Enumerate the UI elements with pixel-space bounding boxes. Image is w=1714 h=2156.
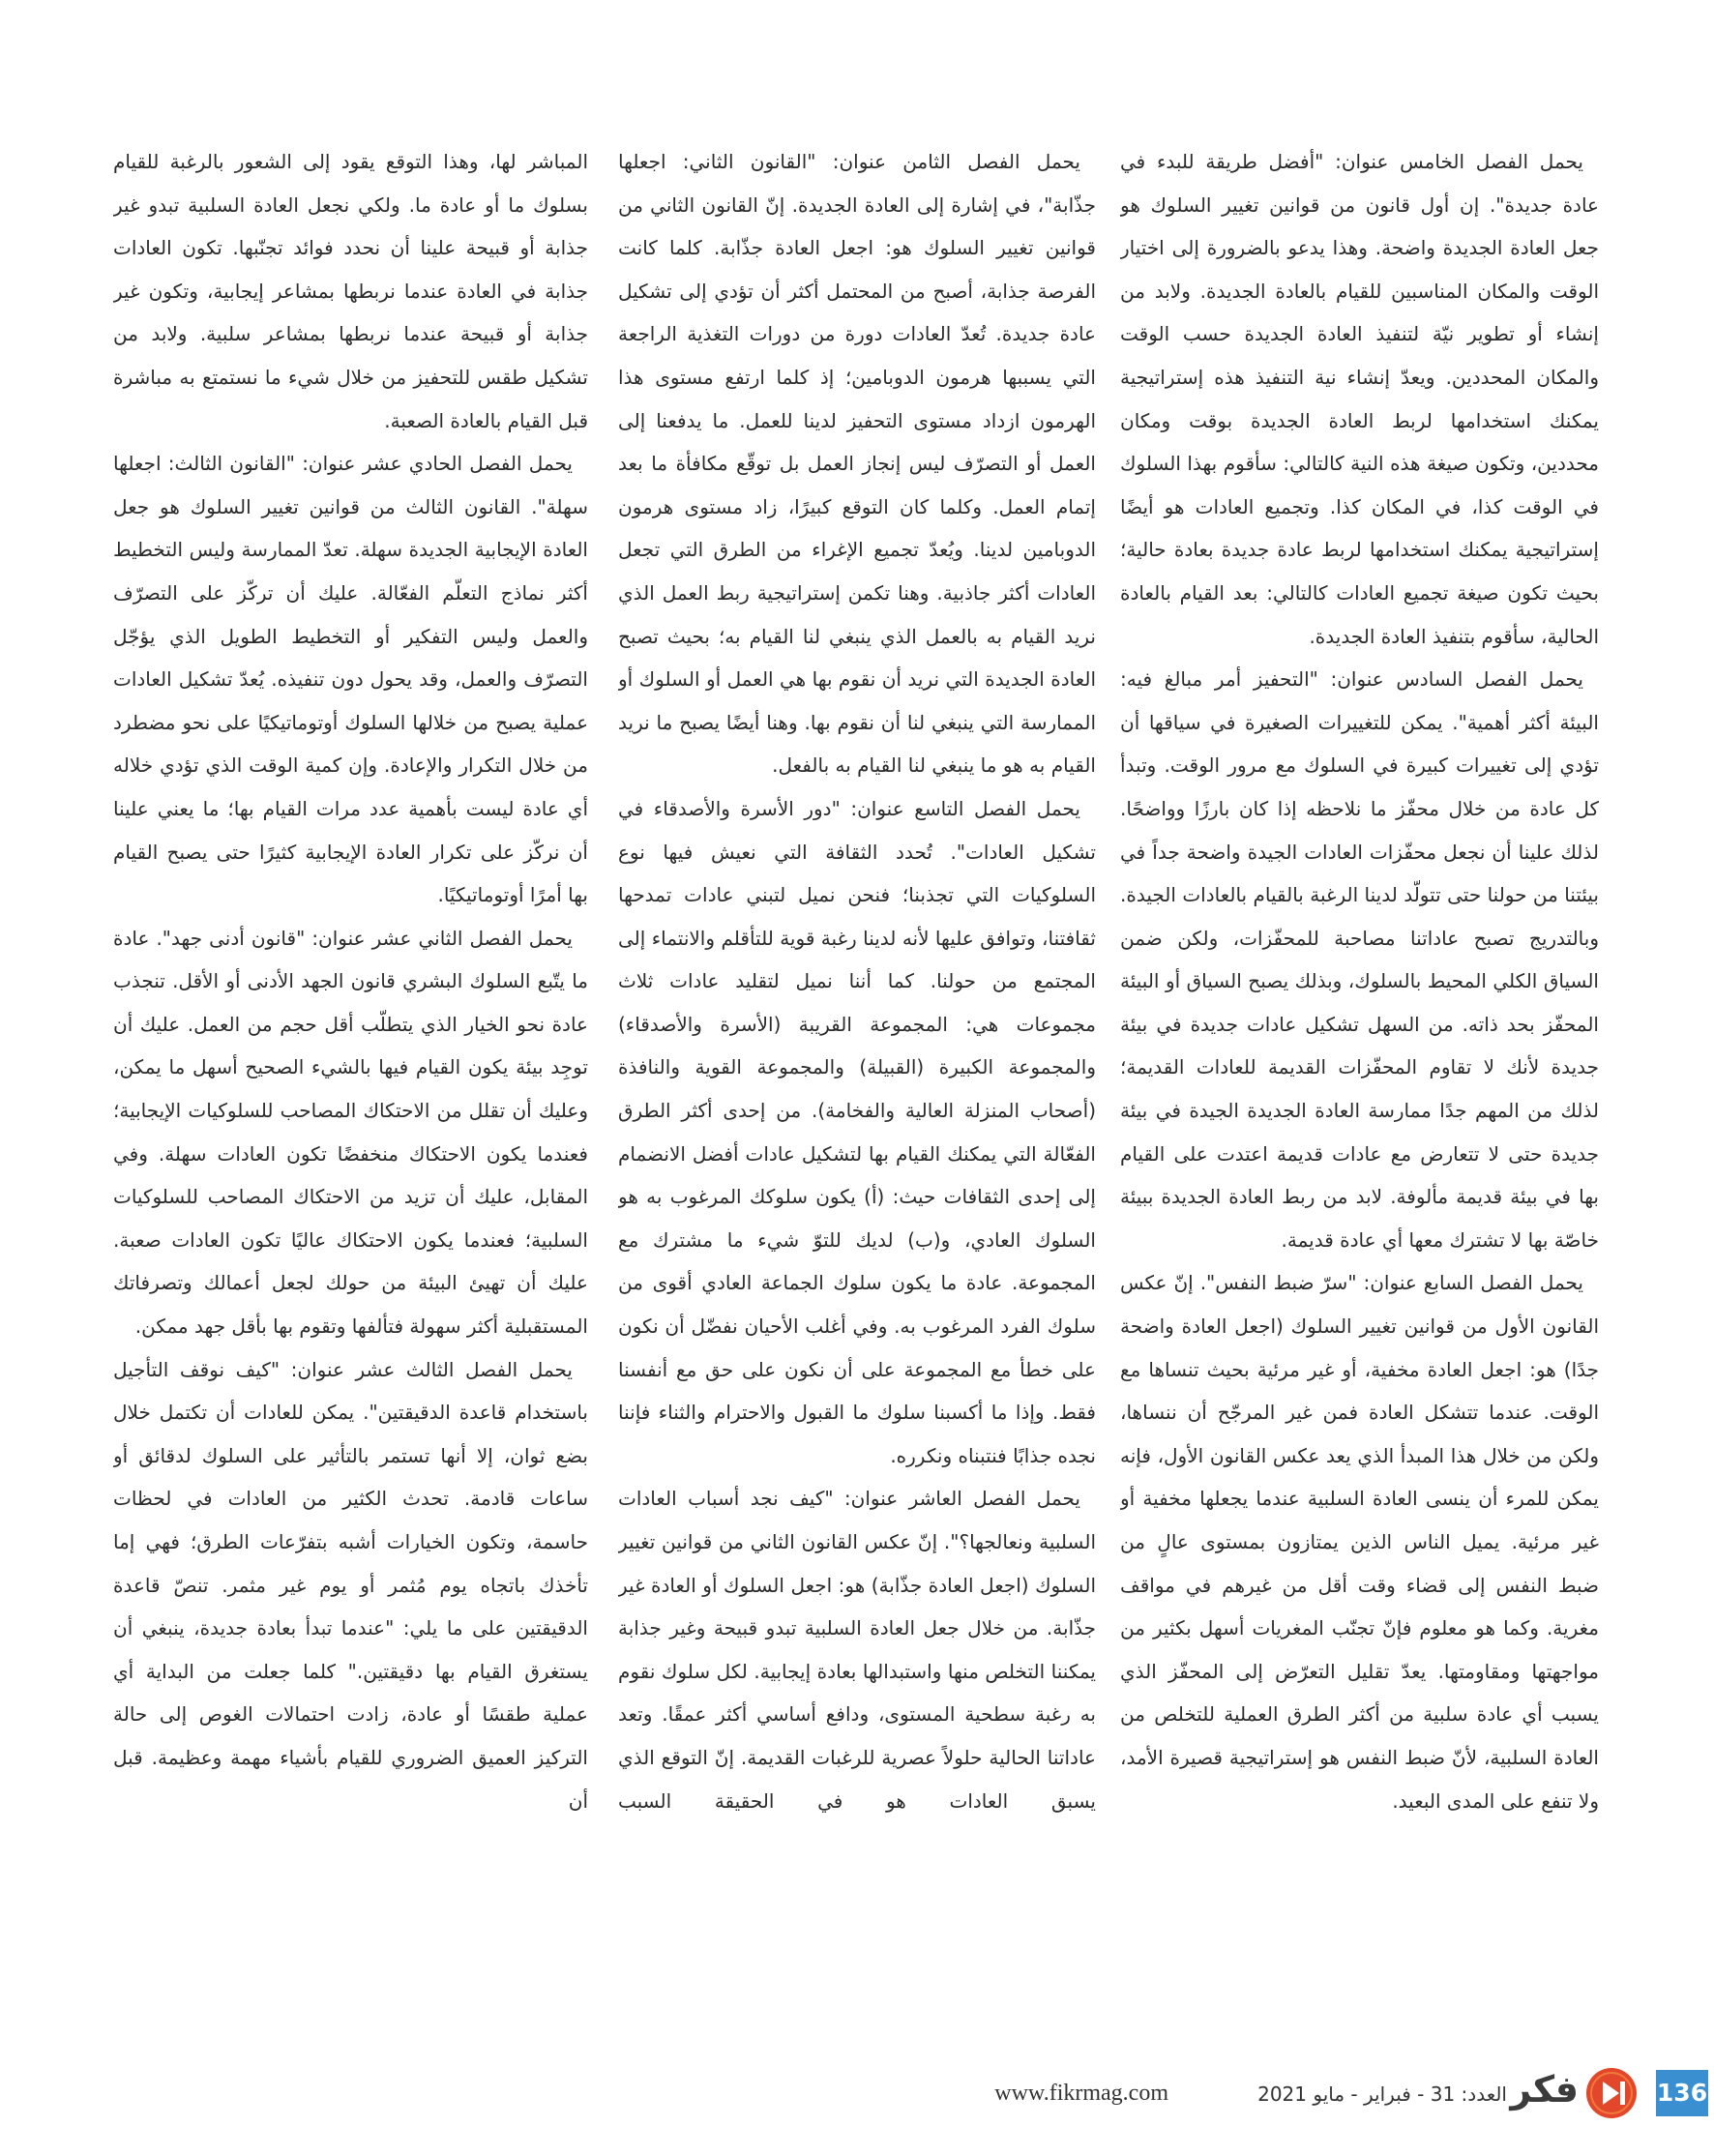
paragraph: يحمل الفصل التاسع عنوان: "دور الأسرة والأصدقاء في تشكيل العادات". تُحدد الثقافة التي نعيش فيها نوع السلوكيات التي تجذبنا؛ فنحن نميل لتبني عادات تمدحها ثقافتنا، وتوافق عليها لأنه لدينا رغبة قوية للتأقلم والانتماء إلى المجتمع من حولنا. كما أننا نميل لتقليد عادات ثلاث مجموعات هي: المجموعة القريبة (الأسرة والأصدقاء) والمجموعة الكبيرة (القبيلة) والمجموعة القوية والنافذة (أصحاب المنزلة العالية والفخامة). من إحدى أكثر الطرق الفعّالة التي يمكنك القيام بها لتشكيل عادات أفضل الانضمام إلى إحدى الثقافات حيث: (أ) يكون سلوكك المرغوب به هو السلوك العادي، و(ب) لديك للتوّ شيء ما مشترك مع المجموعة. عادة ما يكون سلوك الجماعة العادي أقوى من سلوك الفرد المرغوب به. وفي أغلب الأحيان نفضّل أن نكون على خطأ مع المجموعة على أن نكون على حق مع أنفسنا فقط. وإذا ما أكسبنا سلوك ما القبول والاحترام والثناء فإننا نجده جذابًا فنتبناه ونكرره. [618,796,1096,1467]
paragraph: يحمل الفصل الثامن عنوان: "القانون الثاني: اجعلها جذّابة"، في إشارة إلى العادة الجديدة. إنّ القانون الثاني من قوانين تغيير السلوك هو: اجعل العادة جذّابة. كلما كانت الفرصة جذابة، أصبح من المحتمل أكثر أن تؤدي إلى تشكيل عادة جديدة. تُعدّ العادات دورة من دورات التغذية الراجعة التي يسببها هرمون الدوبامين؛ إذ كلما ارتفع مستوى هذا الهرمون ازداد مستوى التحفيز لدينا للعمل. ما يدفعنا إلى العمل أو التصرّف ليس إنجاز العمل بل توقّع مكافأة ما بعد إتمام العمل. وكلما كان التوقع كبيرًا، زاد مستوى هرمون الدوبامين لدينا. ويُعدّ تجميع الإغراء من الطرق التي تجعل العادات أكثر جاذبية. وهنا تكمن إستراتيجية ربط العمل الذي نريد القيام به بالعمل الذي ينبغي لنا القيام به؛ بحيث تصبح العادة الجديدة التي نريد أن نقوم بها هي العمل أو السلوك أو الممارسة التي ينبغي لنا أن نقوم بها. وهنا أيضًا يصبح ما نريد القيام به هو ما ينبغي لنا القيام به بالفعل. [618,150,1096,778]
play-icon [1584,2066,1639,2120]
paragraph: يحمل الفصل العاشر عنوان: "كيف نجد أسباب العادات السلبية ونعالجها؟". إنّ عكس القانون الثاني من قوانين تغيير السلوك (اجعل العادة جذّابة) هو: اجعل السلوك أو العادة غير جذّابة. من خلال جعل العادة السلبية تبدو قبيحة وغير جذابة يمكننا التخلص منها واستبدالها بعادة إيجابية. لكل سلوك نقوم به رغبة سطحية المستوى، ودافع أساسي أكثر عمقًا. وتعد عاداتنا الحالية حلولاً عصرية للرغبات القديمة. إنّ التوقع الذي يسبق العادات هو في الحقيقة السبب [618,1487,1096,1813]
text-column-3 [113,140,588,2022]
paragraph: يحمل الفصل الثاني عشر عنوان: "قانون أدنى جهد". عادة ما يتّبع السلوك البشري قانون الجهد الأدنى أو الأقل. تنجذب عادة نحو الخيار الذي يتطلّب أقل حجم من العمل. عليك أن توجِد بيئة يكون القيام فيها بالشيء الصحيح أسهل ما يمكن، وعليك أن تقلل من الاحتكاك المصاحب للسلوكيات الإيجابية؛ فعندما يكون الاحتكاك منخفضًا تكون العادات سهلة. وفي المقابل، عليك أن تزيد من الاحتكاك المصاحب للسلوكيات السلبية؛ فعندما يكون الاحتكاك عاليًا تكون العادات صعبة. عليك أن تهيئ البيئة من حولك لجعل أعمالك وتصرفاتك المستقبلية أكثر سهولة فتألفها وتقوم بها بأقل جهد ممكن. [113,926,588,1339]
text-column-2 [618,140,1096,2022]
paragraph: يحمل الفصل السادس عنوان: "التحفيز أمر مبالغ فيه: البيئة أكثر أهمية". يمكن للتغييرات الصغيرة في سياقها أن تؤدي إلى تغييرات كبيرة في السلوك مع مرور الوقت. وتبدأ كل عادة من خلال محفّز ما نلاحظه إذا كان بارزًا وواضحًا. لذلك علينا أن نجعل محفّزات العادات الجيدة واضحة جداً في بيئتنا من حولنا حتى تتولّد لدينا الرغبة بالقيام بالعادات الجيدة. وبالتدريج تصبح عاداتنا مصاحبة للمحفّزات، ولكن ضمن السياق الكلي المحيط بالسلوك، وبذلك يصبح السياق أو البيئة المحفّز بحد ذاته. من السهل تشكيل عادات جديدة في بيئة جديدة لأنك لا تقاوم المحفّزات القديمة للعادات القديمة؛ لذلك من المهم جدًا ممارسة العادة الجديدة الجيدة في بيئة جديدة حتى لا تتعارض مع عادات قديمة اعتدت على القيام بها في بيئة قديمة مألوفة. لابد من ربط العادة الجديدة ببيئة خاصّة بها لا تشترك معها أي عادة قديمة. [1120,667,1599,1252]
paragraph-continued: المباشر لها، وهذا التوقع يقود إلى الشعور بالرغبة للقيام بسلوك ما أو عادة ما. ولكي نجعل العادة السلبية تبدو غير جذابة أو قبيحة علينا أن نحدد فوائد تجنّبها. تكون العادات جذابة في العادة عندما نربطها بمشاعر إيجابية، وتكون غير جذابة أو قبيحة عندما نربطها بمشاعر سلبية. ولابد من تشكيل طقس للتحفيز من خلال شيء ما نستمتع به مباشرة قبل القيام بالعادة الصعبة. [113,150,588,432]
paragraph: يحمل الفصل الخامس عنوان: "أفضل طريقة للبدء في عادة جديدة". إن أول قانون من قوانين تغيير السلوك هو جعل العادة الجديدة واضحة. وهذا يدعو بالضرورة إلى اختيار الوقت والمكان المناسبين للقيام بالعادة الجديدة. ولابد من إنشاء أو تطوير نيّة لتنفيذ العادة الجديدة حسب الوقت والمكان المحددين. ويعدّ إنشاء نية التنفيذ هذه إستراتيجية يمكنك استخدامها لربط العادة الجديدة بوقت ومكان محددين، وتكون صيغة هذه النية كالتالي: سأقوم بهذا السلوك في الوقت كذا، في المكان كذا. وتجميع العادات هو أيضًا إستراتيجية يمكنك استخدامها لربط عادة جديدة بعادة حالية؛ بحيث تكون صيغة تجميع العادات كالتالي: بعد القيام بالعادة الحالية، سأقوم بتنفيذ العادة الجديدة. [1120,150,1599,648]
website-url: www.fikrmag.com [994,2081,1168,2106]
magazine-logo-text: فكر [1510,2068,1579,2111]
paragraph: يحمل الفصل السابع عنوان: "سرّ ضبط النفس". إنّ عكس القانون الأول من قوانين تغيير السلوك (اجعل العادة واضحة جدًا) هو: اجعل العادة مخفية، أو غير مرئية بحيث تنساها مع الوقت. عندما تتشكل العادة فمن غير المرجّح أن ننساها، ولكن من خلال هذا المبدأ الذي يعد عكس القانون الأول، فإنه يمكن للمرء أن ينسى العادة السلبية عندما يجعلها مخفية أو غير مرئية. يميل الناس الذين يمتازون بمستوى عالٍ من ضبط النفس إلى قضاء وقت أقل من غيرهم في مواقف مغرية. وكما هو معلوم فإنّ تجنّب المغريات أسهل بكثير من مواجهتها ومقاومتها. يعدّ تقليل التعرّض إلى المحفّز الذي يسبب أي عادة سلبية من أكثر الطرق العملية للتخلص من العادة السلبية، لأنّ ضبط النفس هو إستراتيجية قصيرة الأمد، ولا تنفع على المدى البعيد. [1120,1271,1599,1813]
paragraph: يحمل الفصل الثالث عشر عنوان: "كيف نوقف التأجيل باستخدام قاعدة الدقيقتين". يمكن للعادات أن تكتمل خلال بضع ثوان، إلا أنها تستمر بالتأثير على السلوك لدقائق أو ساعات قادمة. تحدث الكثير من العادات في لحظات حاسمة، وتكون الخيارات أشبه بتفرّعات الطرق؛ فهي إما تأخذك باتجاه يوم مُثمر أو يوم غير مثمر. تنصّ قاعدة الدقيقتين على ما يلي: "عندما تبدأ بعادة جديدة، ينبغي أن يستغرق القيام بها دقيقتين." كلما جعلت من البداية أي عملية طقسًا أو عادة، زادت احتمالات الغوص إلى حالة التركيز العميق الضروري للقيام بأشياء مهمة وعظيمة. قبل أن [113,1357,588,1813]
page-number: 136 [1656,2070,1708,2116]
text-column-1 [1120,140,1599,2022]
issue-info: العدد: 31 - فبراير - مايو 2021 [1257,2082,1507,2106]
paragraph: يحمل الفصل الحادي عشر عنوان: "القانون الثالث: اجعلها سهلة". القانون الثالث من قوانين تغيير السلوك هو جعل العادة الإيجابية الجديدة سهلة. تعدّ الممارسة وليس التخطيط أكثر نماذج التعلّم الفعّالة. عليك أن تركّز على التصرّف والعمل وليس التفكير أو التخطيط الطويل الذي يؤجّل التصرّف والعمل، وقد يحول دون تنفيذه. يُعدّ تشكيل العادات عملية يصبح من خلالها السلوك أوتوماتيكيًا على نحو مضطرد من خلال التكرار والإعادة. وإن كمية الوقت الذي تؤدي خلاله أي عادة ليست بأهمية عدد مرات القيام بها؛ ما يعني علينا أن نركّز على تكرار العادة الإيجابية كثيرًا حتى يصبح القيام بها أمرًا أوتوماتيكيًا. [113,452,588,907]
